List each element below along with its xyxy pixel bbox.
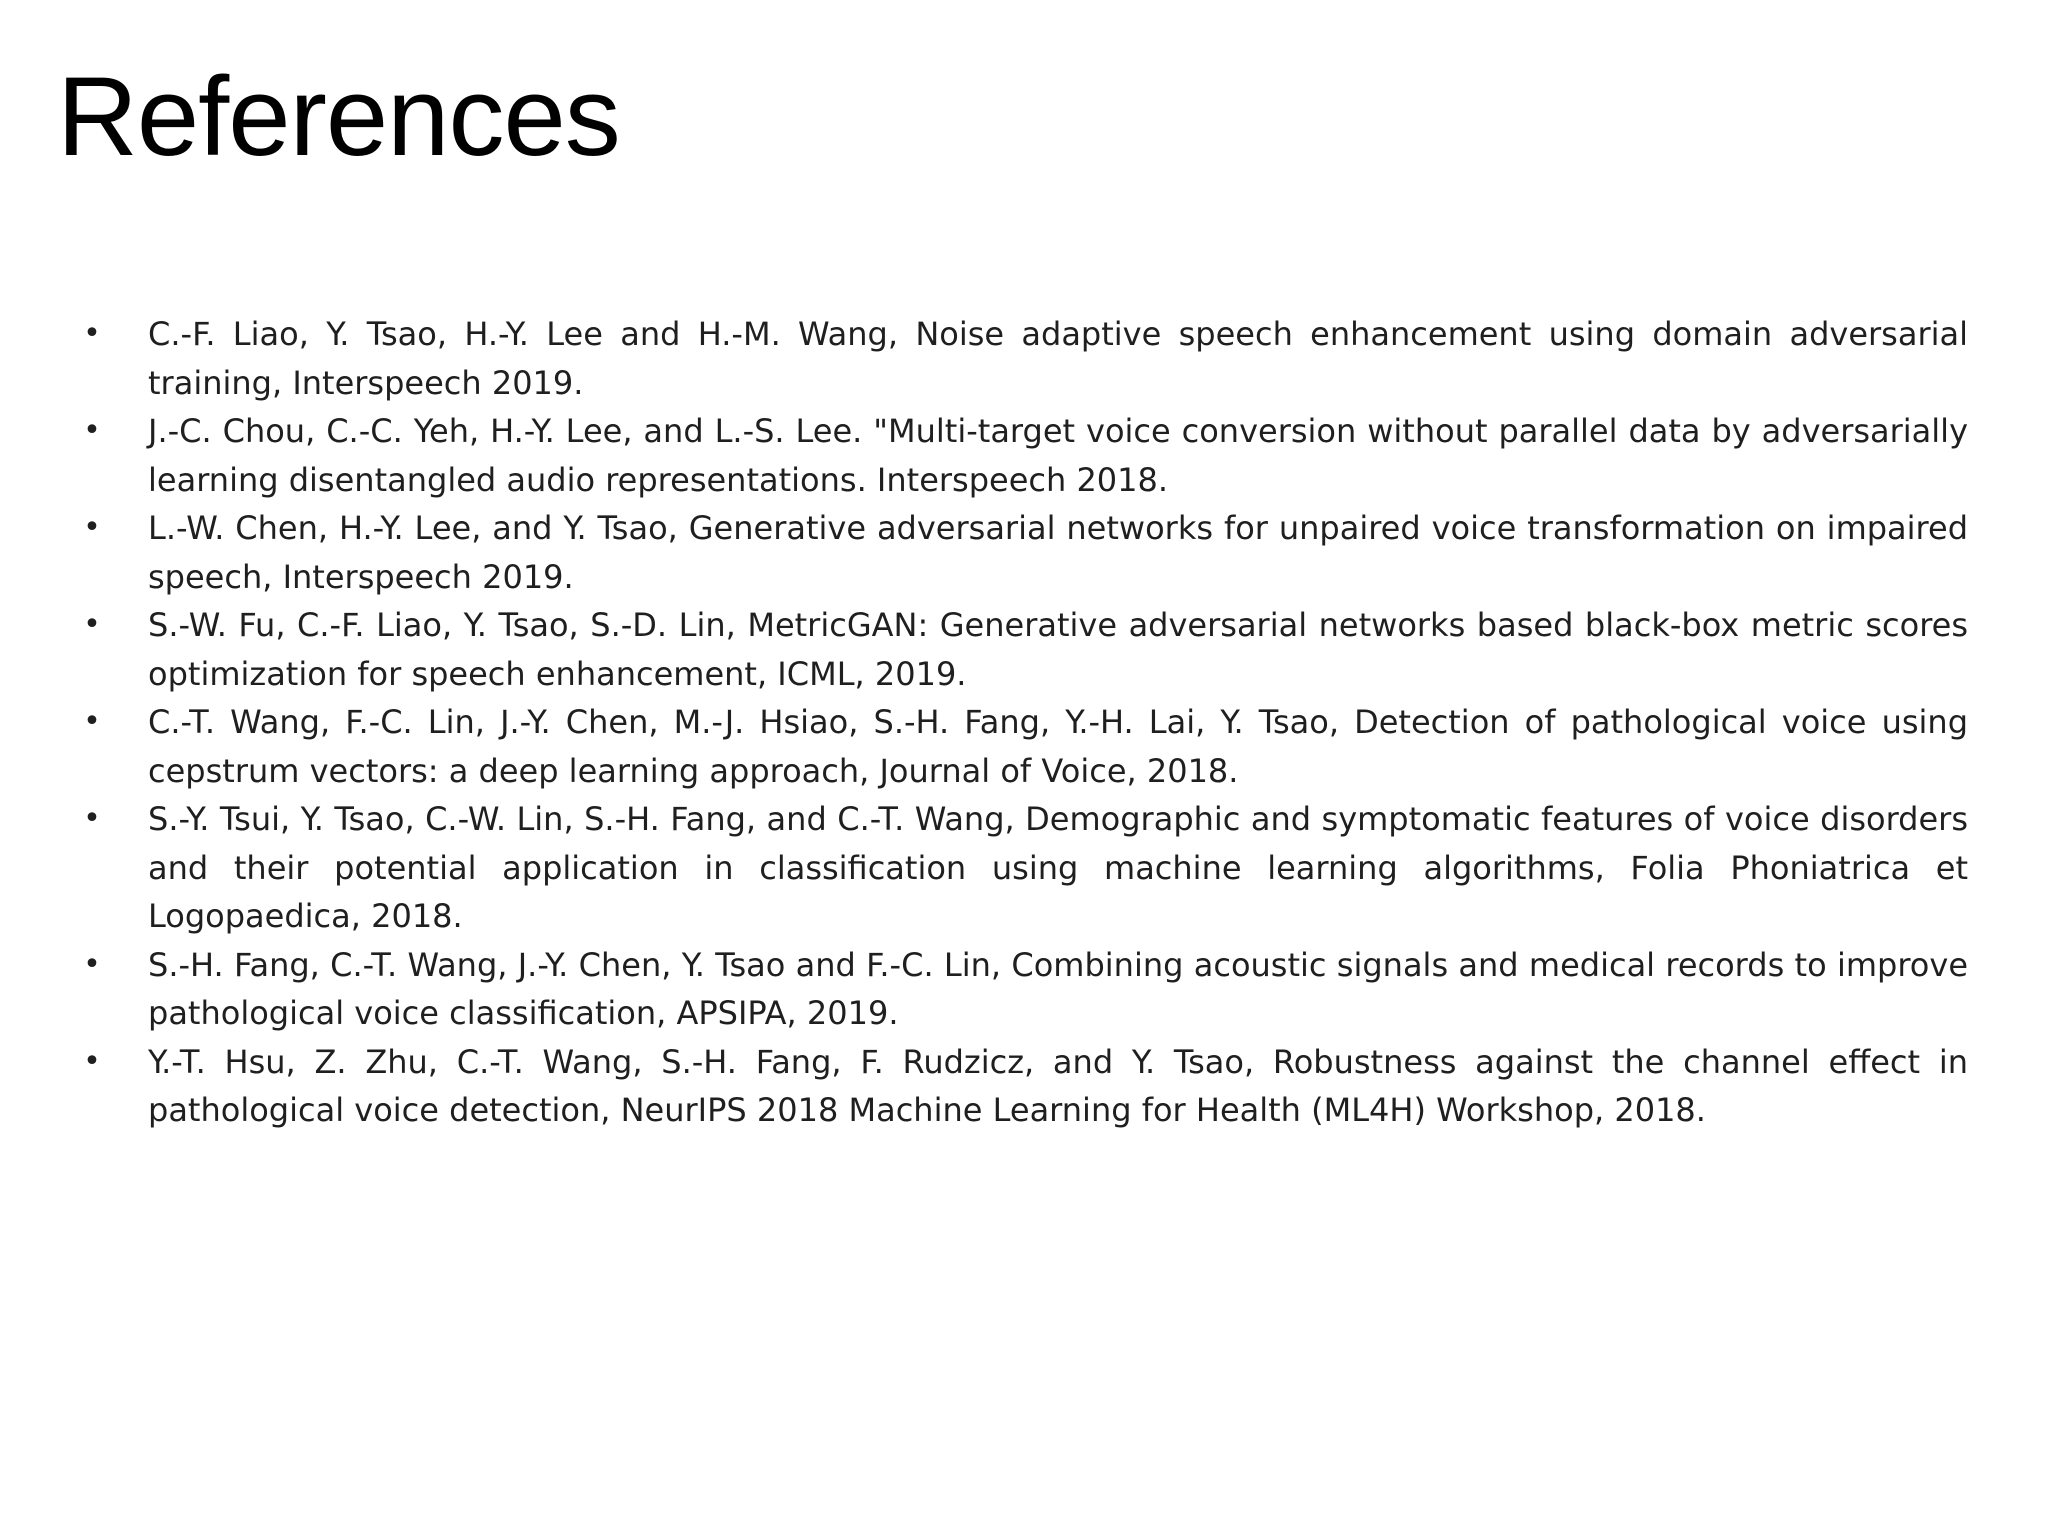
reference-item xyxy=(83,941,1968,1038)
reference-text: L.-W. Chen, H.-Y. Lee, and Y. Tsao, Generative adversarial networks for unpaired voice transformation on impaired speech, Interspeech 2019. xyxy=(148,509,1968,596)
reference-text: S.-Y. Tsui, Y. Tsao, C.-W. Lin, S.-H. Fang, and C.-T. Wang, Demographic and symptomatic features of voice disorders and their potential application in classification using machine learning algorithms, Folia Phoniatrica et Logopaedica, 2018. xyxy=(148,800,1968,935)
reference-item xyxy=(83,601,1968,698)
reference-text: S.-W. Fu, C.-F. Liao, Y. Tsao, S.-D. Lin, MetricGAN: Generative adversarial networks based black-box metric scores optimization for speech enhancement, ICML, 2019. xyxy=(148,606,1968,693)
reference-text: C.-T. Wang, F.-C. Lin, J.-Y. Chen, M.-J. Hsiao, S.-H. Fang, Y.-H. Lai, Y. Tsao, Detection of pathological voice using cepstrum vectors: a deep learning approach, Journal of Voice, 2018. xyxy=(148,703,1968,790)
reference-list xyxy=(83,310,1968,1135)
bullet-icon: • xyxy=(83,704,101,739)
bullet-icon: • xyxy=(83,413,101,448)
slide-title: References xyxy=(57,54,620,179)
reference-item xyxy=(83,407,1968,504)
bullet-icon: • xyxy=(83,510,101,545)
reference-text: C.-F. Liao, Y. Tsao, H.-Y. Lee and H.-M. Wang, Noise adaptive speech enhancement using domain adversarial training, Interspeech 2019. xyxy=(148,315,1968,402)
bullet-icon: • xyxy=(83,1043,101,1079)
reference-item xyxy=(83,504,1968,601)
bullet-icon: • xyxy=(83,801,101,836)
bullet-icon: • xyxy=(83,946,101,982)
reference-item xyxy=(83,795,1968,941)
reference-text: S.-H. Fang, C.-T. Wang, J.-Y. Chen, Y. Tsao and F.-C. Lin, Combining acoustic signals and medical records to improve pathological voice classification, APSIPA, 2019. xyxy=(148,945,1968,1032)
reference-text: J.-C. Chou, C.-C. Yeh, H.-Y. Lee, and L.-S. Lee. "Multi-target voice conversion without parallel data by adversarially learning disentangled audio representations. Interspeech 2018. xyxy=(148,412,1968,499)
reference-text: Y.-T. Hsu, Z. Zhu, C.-T. Wang, S.-H. Fang, F. Rudzicz, and Y. Tsao, Robustness against the channel effect in pathological voice detection, NeurIPS 2018 Machine Learning for Health (ML4H) Workshop, 2018. xyxy=(148,1042,1968,1129)
bullet-icon: • xyxy=(83,316,101,351)
reference-item xyxy=(83,698,1968,795)
reference-item xyxy=(83,310,1968,407)
bullet-icon: • xyxy=(83,607,101,642)
reference-item xyxy=(83,1038,1968,1135)
